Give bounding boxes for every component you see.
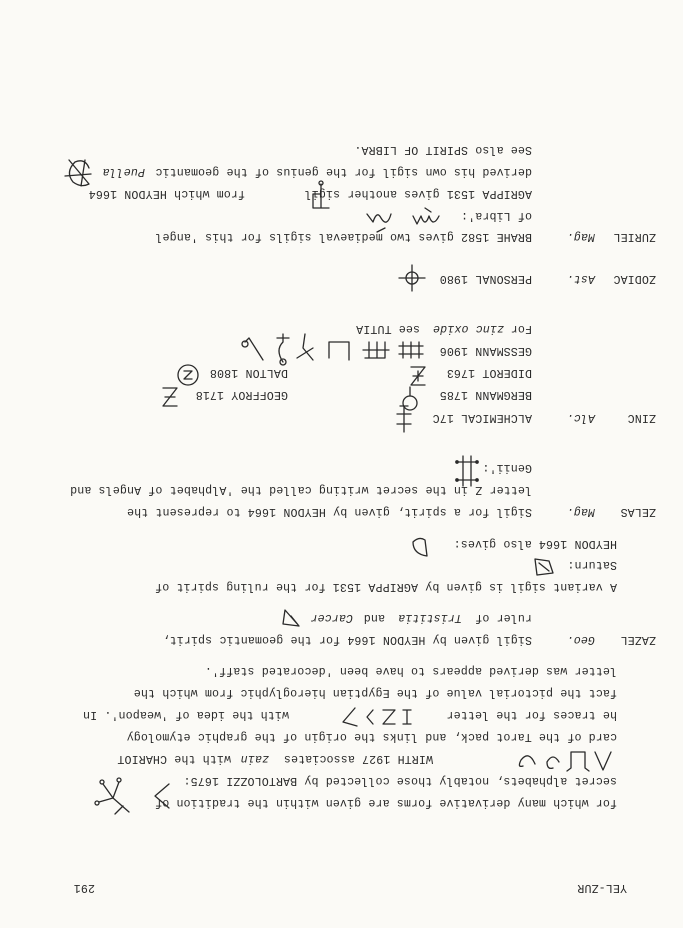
text-line: BERGMANN 1785	[439, 388, 532, 401]
text-line: with the CHARIOT	[117, 752, 231, 765]
text-line: he traces for the letter	[446, 708, 617, 721]
text-line: BRAHE 1582 gives two mediaeval sigils for this 'angel	[155, 230, 532, 243]
text-line: with the idea of 'weapon'. In	[82, 708, 289, 721]
text-line: For	[510, 322, 532, 335]
text-line: See also SPIRIT OF LIBRA.	[354, 143, 532, 156]
entry-term: ZODIAC	[613, 272, 656, 285]
section-header: YEL-ZUR	[577, 881, 627, 894]
text-line: DALTON 1808	[209, 366, 288, 379]
text-line: A variant sigil is given by AGRIPPA 1531 for the ruling spirit of	[155, 580, 617, 593]
entry-abbr: Alc.	[566, 411, 595, 424]
entry-abbr: Mag.	[566, 505, 595, 518]
text-line: see TUTIA	[356, 322, 420, 335]
zuriel-heydon-puella-sigil	[61, 154, 95, 190]
text-line: for which many derivative forms are given within the tradition of	[155, 796, 617, 809]
text-line: WIRTH 1927 associates	[283, 752, 433, 765]
text-line: derived his own sigil for the genius of the geomantic	[155, 165, 532, 178]
zuriel-brahe-sigils	[353, 202, 443, 236]
text-line: GEOFFROY 1718	[195, 388, 288, 401]
text-line: DIDEROT 1763	[446, 366, 532, 379]
letter-forms-i-z	[325, 704, 415, 732]
zinc-dalton-symbol	[175, 362, 201, 388]
zuriel-agrippa-sigil	[309, 180, 333, 212]
entry-term: ZURIEL	[613, 230, 656, 243]
text-line: of Libra':	[460, 209, 532, 222]
zelas-angel-letter	[451, 452, 481, 490]
entry-abbr: Geo.	[566, 633, 595, 646]
text-line: letter Z in the secret writing called the 'Alphabet of Angels and	[70, 483, 532, 496]
entry-term: ZINC	[627, 411, 656, 424]
text-line: letter was derived appears to have been 'decorated staff'.	[204, 664, 617, 677]
text-line: Sigil for a spirit, given by HEYDON 1664 to represent the	[126, 505, 532, 518]
text-line: Genii':	[482, 461, 532, 474]
zodiac-personal-symbol	[397, 263, 427, 293]
text-line: fact the pictorial value of the Egyptian hieroglyphic from which the	[133, 686, 617, 699]
page-number: 291	[73, 881, 95, 894]
text-line: HEYDON 1664 also gives:	[453, 537, 617, 550]
text-line: GESSMANN 1906	[439, 344, 532, 357]
zazel-heydon-sigil	[407, 532, 431, 560]
text-line: ruler of	[475, 611, 532, 624]
text-line: zain	[240, 752, 269, 765]
text-line: PERSONAL 1980	[439, 272, 532, 285]
zazel-geomantic-sigil	[277, 604, 303, 630]
text-line: card of the Tarot pack, and links the origin of the graphic etymology	[126, 730, 617, 743]
wirth-zain-letter-forms	[507, 746, 617, 776]
text-line: zinc oxide	[432, 322, 504, 335]
zinc-bergmann-symbol	[399, 385, 421, 413]
text-line: secret alphabets, notably those collected by BARTOLOZZI 1675:	[183, 774, 617, 787]
zazel-agrippa-sigil	[531, 553, 557, 579]
text-line: Saturn:	[567, 558, 617, 571]
text-line: ALCHEMICAL 17C	[432, 411, 532, 424]
text-line: Carcer	[310, 611, 353, 624]
entry-abbr: Ast.	[566, 272, 595, 285]
text-line: Tristitia	[398, 611, 462, 624]
text-line: AGRIPPA 1531 gives another sigil	[304, 187, 532, 200]
entry-term: ZELAS	[620, 505, 656, 518]
bartolozzi-zain-sigils	[63, 772, 173, 818]
entry-term: ZAZEL	[620, 633, 656, 646]
text-line: from which HEYDON 1664	[88, 187, 245, 200]
entry-abbr: Mag.	[566, 230, 595, 243]
text-line: and	[363, 611, 385, 624]
text-line: Sigil given by HEYDON 1664 for the geomantic spirit,	[162, 633, 532, 646]
text-line: Puella	[102, 165, 145, 178]
